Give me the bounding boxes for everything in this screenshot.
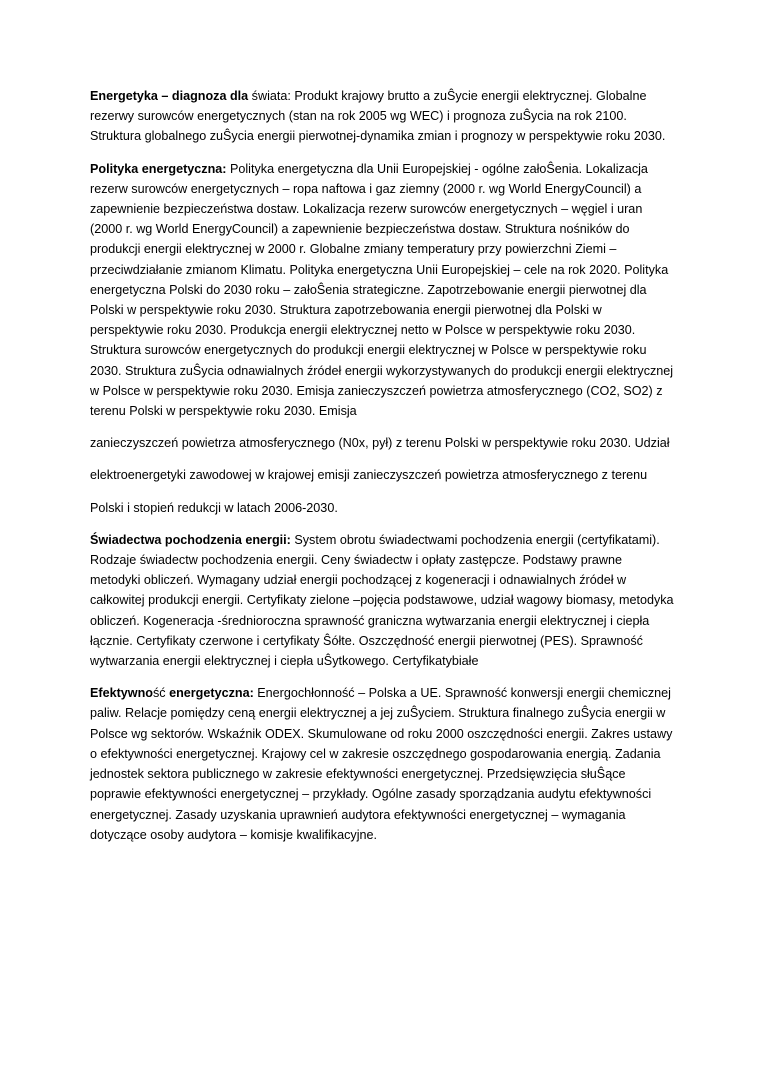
section-text: Polityka energetyczna dla Unii Europejskiej - ogólne załoŜenia. Lokalizacja rezerw surowców energetycznych – ropa naftowa i gaz ziemny (2000 r. wg World EnergyCouncil) a zapewnienie bezpieczeństwa dostaw. Lokalizacja rezerw surowców energetycznych – węgiel i uran (2000 r. wg World EnergyCouncil) a zapewnienie bezpieczeństwa dostaw. Struktura nośników do produkcji energii elektrycznej w 2000 r. Globalne zmiany temperatury przy powierzchni Ziemi – przeciwdziałanie zmianom Klimatu. Polityka energetyczna Unii Europejskiej – cele na rok 2020. Polityka energetyczna Polski do 2030 roku – załoŜenia strategiczne. Zapotrzebowanie energii pierwotnej dla Polski w perspektywie roku 2030. Struktura zapotrzebowania energii pierwotnej dla Polski w perspektywie roku 2030. Produkcja energii elektrycznej netto w Polsce w perspektywie roku 2030. Struktura surowców energetycznych do produkcji energii elektrycznej w Polsce w perspektywie roku 2030. Struktura zuŜycia odnawialnych źródeł energii wykorzystywanych do produkcji energii elektrycznej w Polsce w perspektywie roku 2030. Emisja zanieczyszczeń powietrza atmosferycznego (CO2, SO2) z terenu Polski w perspektywie roku 2030. Emisja	[90, 161, 674, 419]
section-efektywnosc	[90, 683, 675, 845]
section-heading-tail: świata:	[251, 89, 291, 103]
section-text: elektroenergetyki zawodowej w krajowej emisji zanieczyszczeń powietrza atmosferycznego z terenu	[90, 468, 648, 483]
document-body	[90, 86, 675, 857]
section-heading: Świadectwa pochodzenia energii:	[90, 532, 291, 547]
section-swiadectwa	[90, 530, 675, 671]
section-text: System obrotu świadectwami pochodzenia energii (certyfikatami). Rodzaje świadectw pochodzenia energii. Ceny świadectw i opłaty zastępcze. Podstawy prawne metodyki obliczeń. Wymagany udział energii pochodzącej z kogeneracji i odnawialnych źródeł w całkowitej produkcji energii. Certyfikaty zielone –pojęcia podstawowe, udział wagowy biomasy, metodyka obliczeń. Kogeneracja -średnioroczna sprawność graniczna wytwarzania energii elektrycznej i ciepła łącznie. Certyfikaty czerwone i certyfikaty Ŝółte. Oszczędność energii pierwotnej (PES). Sprawność wytwarzania energii elektrycznej i ciepła uŜytkowego. Certyfikatybiałe	[90, 532, 674, 669]
paragraph-emisja-continued	[90, 433, 675, 453]
section-heading: Efektywno	[90, 686, 153, 701]
section-text: zanieczyszczeń powietrza atmosferycznego (N0x, pył) z terenu Polski w perspektywie roku 2030. Udział	[90, 436, 670, 451]
section-text: Energochłonność – Polska a UE. Sprawność konwersji energii chemicznej paliw. Relacje pomiędzy ceną energii elektrycznej a jej zuŜyciem. Struktura finalnego zuŜycia energii w Polsce wg sektorów. Wskaźnik ODEX. Skumulowane od roku 2000 oszczędności energii. Zakres ustawy o efektywności energetycznej. Krajowy cel w zakresie oszczędnego gospodarowania energią. Zadania jednostek sektora publicznego w zakresie efektywności energetycznej. Przedsięwzięcia słuŜące poprawie efektywności energetycznej – przykłady. Ogólne zasady sporządzania audytu efektywności energetycznej. Zasady uzyskania uprawnień audytora efektywności energetycznej – wymagania dotyczące osoby audytora – komisje kwalifikacyjne.	[90, 686, 673, 842]
section-polityka	[90, 159, 675, 422]
paragraph-elektroenergetyka	[90, 465, 675, 485]
section-heading: Polityka energetyczna:	[90, 161, 227, 176]
paragraph-redukcja	[90, 498, 675, 518]
section-heading-middle: ść	[152, 686, 166, 701]
section-energetyka	[90, 86, 675, 147]
section-text: Polski i stopień redukcji w latach 2006-2030.	[90, 500, 338, 515]
section-heading: Energetyka – diagnoza dla	[90, 89, 252, 103]
section-heading-tail: energetyczna:	[165, 686, 254, 701]
section-text: Produkt krajowy brutto a zuŜycie energii elektrycznej. Globalne rezerwy surowców energetycznych (stan na rok 2005 wg WEC) i prognoza zuŜycia na rok 2100. Struktura globalnego zuŜycia energii pierwotnej-dynamika zmian i prognozy w perspektywie roku 2030.	[90, 89, 666, 144]
